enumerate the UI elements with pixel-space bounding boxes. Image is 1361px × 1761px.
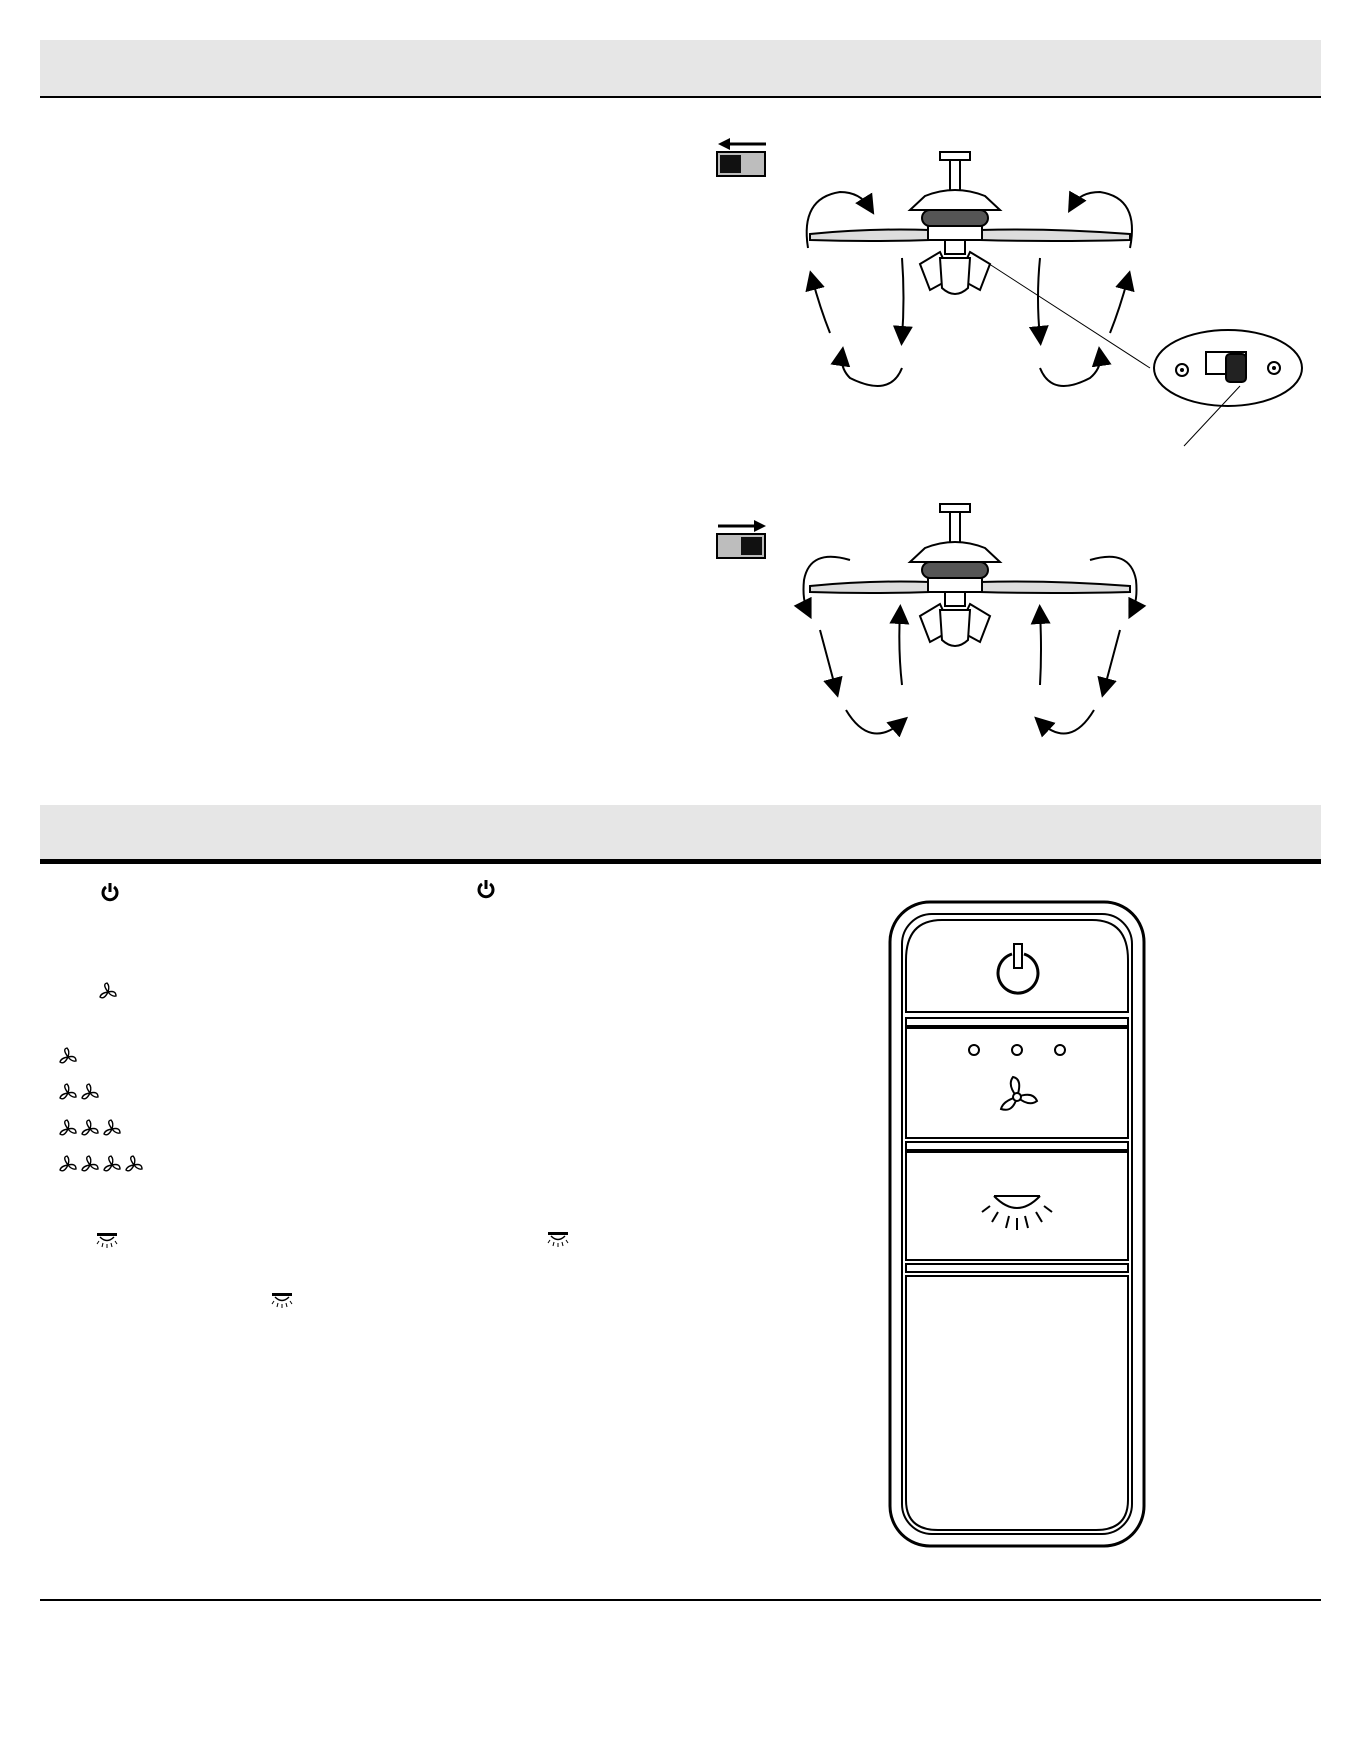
fan-icon bbox=[82, 1084, 98, 1099]
speed-row-3 bbox=[60, 1120, 120, 1135]
section-header-rule-2 bbox=[40, 859, 1321, 864]
fan-icon bbox=[60, 1156, 76, 1171]
footer-rule bbox=[40, 1599, 1321, 1601]
remote-power-button[interactable] bbox=[906, 920, 1128, 1012]
switch-detail-callout bbox=[1150, 326, 1310, 456]
fan-icon bbox=[126, 1156, 142, 1171]
fan-icon bbox=[98, 982, 118, 1002]
fan-diagram-upward bbox=[790, 148, 1150, 408]
fan-icon bbox=[82, 1156, 98, 1171]
remote-light-button[interactable] bbox=[906, 1152, 1128, 1260]
fan-icon bbox=[60, 1084, 76, 1099]
fan-diagram-downward bbox=[790, 500, 1150, 760]
fan-icon bbox=[60, 1120, 76, 1135]
section-header-band-2 bbox=[40, 805, 1321, 859]
switch-right-diagram bbox=[716, 520, 768, 560]
light-icon bbox=[271, 1292, 293, 1310]
fan-icon bbox=[60, 1048, 76, 1063]
fan-icon bbox=[82, 1120, 98, 1135]
speed-row-4 bbox=[60, 1156, 142, 1171]
switch-right-icon bbox=[716, 520, 768, 560]
section-header-rule-1 bbox=[40, 96, 1321, 98]
section-header-band-1 bbox=[40, 40, 1321, 96]
speed-legend bbox=[56, 1043, 176, 1179]
power-icon bbox=[100, 882, 120, 902]
fan-icon bbox=[104, 1156, 120, 1171]
remote-fan-button[interactable] bbox=[906, 1028, 1128, 1138]
indicator-light bbox=[1055, 1045, 1065, 1055]
light-icon bbox=[547, 1231, 569, 1249]
speed-row-2 bbox=[60, 1084, 98, 1099]
switch-left-icon bbox=[716, 138, 768, 178]
remote-control bbox=[888, 900, 1146, 1548]
indicator-light bbox=[969, 1045, 979, 1055]
fan-icon bbox=[104, 1120, 120, 1135]
light-icon bbox=[96, 1232, 118, 1250]
switch-left-diagram bbox=[716, 138, 768, 178]
indicator-light bbox=[1012, 1045, 1022, 1055]
speed-row-1 bbox=[60, 1048, 76, 1063]
power-icon bbox=[476, 879, 496, 899]
